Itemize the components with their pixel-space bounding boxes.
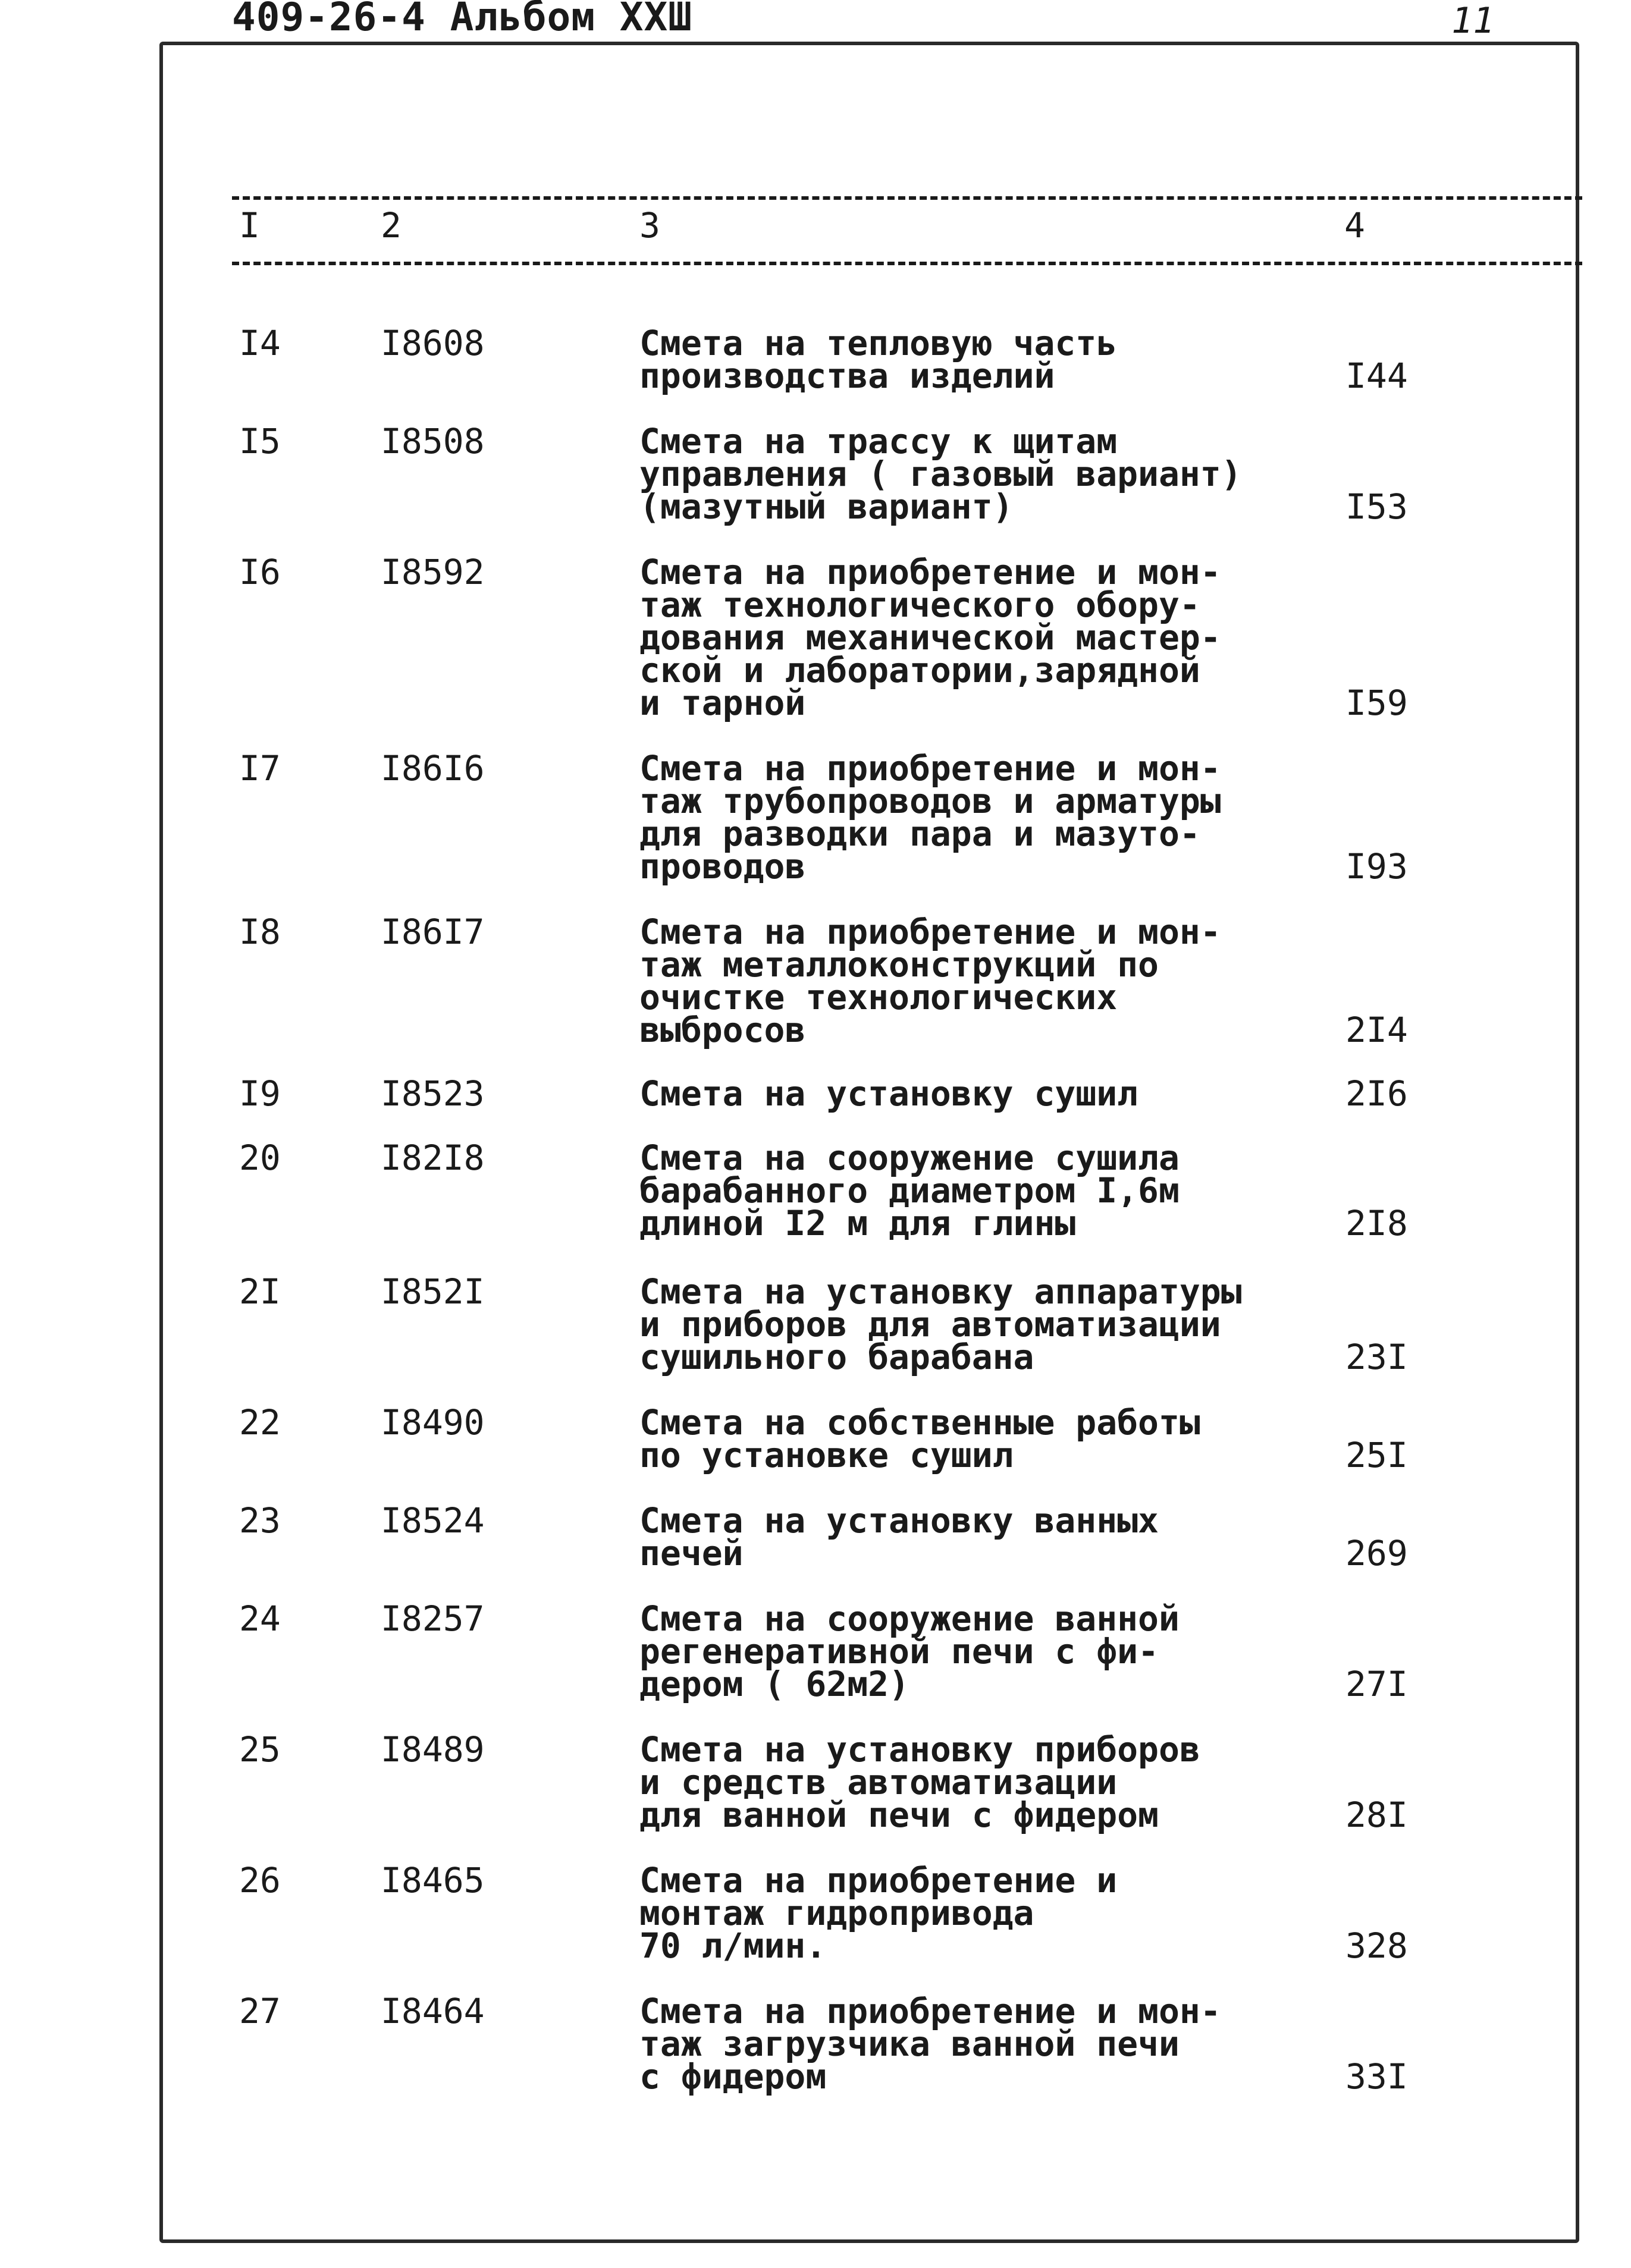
page-number: 328	[1345, 1925, 1408, 1966]
estimate-description: Смета на приобретение и мон- таж технологического обору- дования механической мастер- ской и лаборатории,зарядной и тарной	[639, 552, 1221, 723]
estimate-description: Смета на приобретение и монтаж гидропривода 70 л/мин.	[639, 1860, 1118, 1966]
page-number: 2I8	[1345, 1203, 1408, 1243]
row-number: 23	[239, 1500, 281, 1541]
page-number: 25I	[1345, 1435, 1408, 1475]
column-header-1: I	[239, 205, 260, 246]
column-header-4: 4	[1344, 205, 1365, 246]
estimate-code: I8508	[381, 421, 485, 461]
estimate-description: Смета на сооружение сушила барабанного диаметром I,6м длиной I2 м для глины	[639, 1138, 1180, 1243]
estimate-code: I8490	[381, 1402, 485, 1443]
row-number: 26	[239, 1860, 281, 1901]
estimate-description: Смета на установку приборов и средств автоматизации для ванной печи с фидером	[639, 1729, 1200, 1835]
estimate-description: Смета на приобретение и мон- таж загрузчика ванной печи с фидером	[639, 1991, 1221, 2097]
estimate-code: I82I8	[381, 1138, 485, 1178]
page-number: I53	[1345, 486, 1408, 527]
page-number: 28I	[1345, 1795, 1408, 1835]
page-number: 23I	[1345, 1337, 1408, 1377]
estimate-code: I8608	[381, 323, 485, 363]
estimate-code: I8592	[381, 552, 485, 592]
page-number: 269	[1345, 1533, 1408, 1573]
estimate-code: I8524	[381, 1500, 485, 1541]
estimate-description: Смета на установку аппаратуры и приборов для автоматизации сушильного барабана	[639, 1271, 1242, 1377]
estimate-code: I8257	[381, 1598, 485, 1639]
page-number: 2I6	[1345, 1073, 1408, 1114]
estimate-code: I86I6	[381, 748, 485, 789]
estimate-description: Смета на собственные работы по установке сушил	[639, 1402, 1200, 1475]
row-number: 20	[239, 1138, 281, 1178]
estimate-code: I8465	[381, 1860, 485, 1901]
estimate-description: Смета на приобретение и мон- таж трубопроводов и арматуры для разводки пара и мазуто- проводов	[639, 748, 1221, 887]
estimate-description: Смета на установку ванных печей	[639, 1500, 1159, 1573]
page-number: 2I4	[1345, 1010, 1408, 1050]
page-number: 27I	[1345, 1664, 1408, 1704]
row-number: 24	[239, 1598, 281, 1639]
header-top-rule	[232, 196, 1582, 200]
row-number: I7	[239, 748, 281, 789]
row-number: 2I	[239, 1271, 281, 1312]
estimate-description: Смета на установку сушил	[639, 1073, 1138, 1114]
page-number: 33I	[1345, 2056, 1408, 2097]
column-header-3: 3	[639, 205, 660, 246]
row-number: 27	[239, 1991, 281, 2031]
row-number: 22	[239, 1402, 281, 1443]
row-number: I6	[239, 552, 281, 592]
estimate-code: I8464	[381, 1991, 485, 2031]
estimate-code: I8489	[381, 1729, 485, 1770]
row-number: I5	[239, 421, 281, 461]
page-number: I44	[1345, 356, 1408, 396]
page-number: I59	[1345, 683, 1408, 723]
row-number: 25	[239, 1729, 281, 1770]
estimate-description: Смета на сооружение ванной регенеративной печи с фи- дером ( 62м2)	[639, 1598, 1180, 1704]
estimate-description: Смета на приобретение и мон- таж металлоконструкций по очистке технологических выбросов	[639, 912, 1221, 1050]
estimate-description: Смета на трассу к щитам управления ( газовый вариант) (мазутный вариант)	[639, 421, 1242, 527]
estimate-code: I8523	[381, 1073, 485, 1114]
estimate-description: Смета на тепловую часть производства изделий	[639, 323, 1118, 396]
estimate-code: I852I	[381, 1271, 485, 1312]
row-number: I8	[239, 912, 281, 952]
page-mark: 11	[1451, 0, 1495, 42]
estimate-code: I86I7	[381, 912, 485, 952]
row-number: I9	[239, 1073, 281, 1114]
row-number: I4	[239, 323, 281, 363]
page-number: I93	[1345, 846, 1408, 887]
document-code: 409-26-4 Альбом XXШ	[232, 0, 692, 40]
header-bottom-rule	[232, 262, 1582, 265]
column-header-2: 2	[381, 205, 402, 246]
